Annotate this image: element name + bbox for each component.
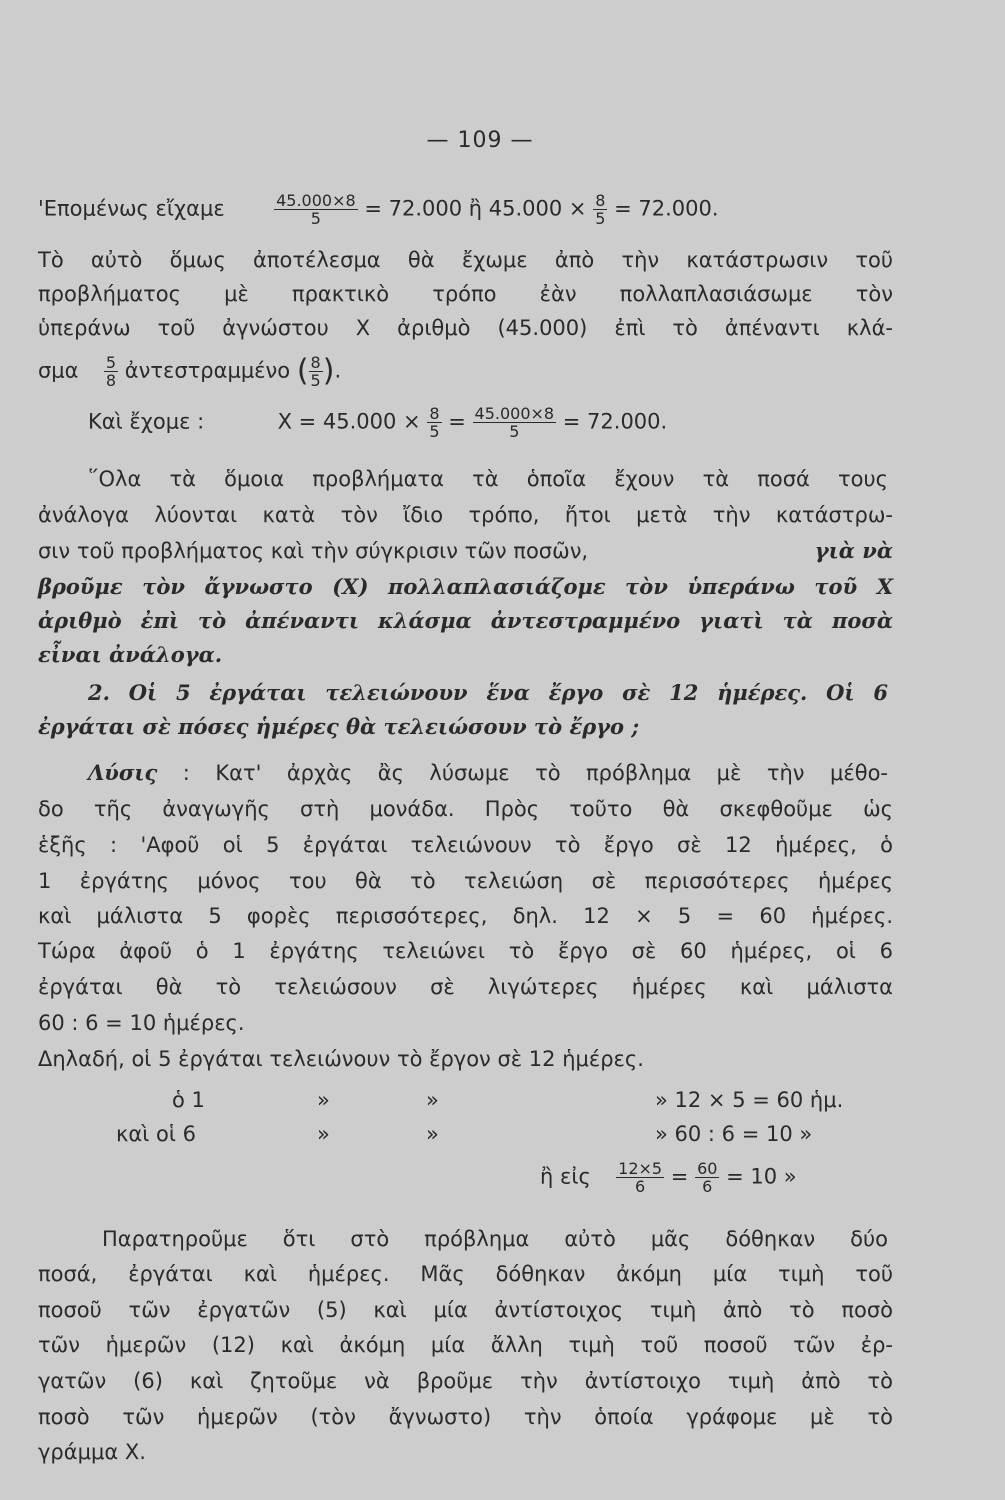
- text-line: γατῶν (6) καὶ ζητοῦμε νὰ βροῦμε τὴν ἀντίστοιχο τιμὴ ἀπὸ τὸ: [38, 1369, 893, 1393]
- text-line: ποσά, ἐργάται καὶ ἡμέρες. Μᾶς δόθηκαν ἀκόμη μία τιμὴ τοῦ: [38, 1262, 893, 1286]
- equation-line-1: [38, 192, 893, 227]
- text-line: δο τῆς ἀναγωγῆς στὴ μονάδα. Πρὸς τοῦτο θὰ σκεφθοῦμε ὡς: [38, 797, 893, 821]
- text-line: γράμμα Χ.: [38, 1440, 146, 1464]
- problem-2-line: ἐργάται σὲ πόσες ἡμέρες θὰ τελειώσουν τὸ ἔργο ;: [38, 714, 640, 739]
- text-line: ποσὸ τῶν ἡμερῶν (τὸν ἄγνωστο) τὴν ὁποία γράφομε μὲ τὸ: [38, 1405, 893, 1429]
- italic-line: βροῦμε τὸν ἄγνωστο (Χ) πολλαπλασιάζομε τὸν ὑπεράνω τοῦ Χ: [38, 574, 893, 599]
- text-line: ἀνάλογα λύονται κατὰ τὸν ἴδιο τρόπο, ἤτοι μετὰ τὴν κατάστρω-: [38, 503, 893, 527]
- text-line: 60 : 6 = 10 ἡμέρες.: [38, 1011, 245, 1035]
- equation-end: = 72.000.: [614, 196, 719, 221]
- table-cell: » 12 × 5 = 60 ἡμ.: [655, 1088, 844, 1112]
- solution-line: Λύσις : Κατ' ἀρχὰς ἂς λύσωμε τὸ πρόβλημα μὲ τὴν μέθο-: [88, 760, 888, 785]
- text-line: Τὸ αὐτὸ ὅμως ἀποτέλεσμα θὰ ἔχωμε ἀπὸ τὴν κατάστρωσιν τοῦ: [38, 248, 893, 272]
- text-line: 1 ἐργάτης μόνος του θὰ τὸ τελειώση σὲ περισσότερες ἡμέρες: [38, 869, 893, 893]
- text-line: τῶν ἡμερῶν (12) καὶ ἀκόμη μία ἄλλη τιμὴ τοῦ ποσοῦ τῶν ἐρ-: [38, 1333, 893, 1357]
- equation-line-5: σμα $\frac{5}{8}$ ἀντεστραμμένο ( $\frac{8}{5}$ ).: [38, 353, 342, 390]
- result-line: ἢ εἰς $\frac{12\times 5}{6}$ = $\frac{60}{6}$ = 10 »: [540, 1159, 797, 1196]
- fraction: $\frac{60}{6}$: [697, 1159, 718, 1196]
- fraction: $\frac{5}{8}$: [105, 353, 117, 390]
- table-cell: » 60 : 6 = 10 »: [655, 1122, 813, 1146]
- text-line: Τώρα ἀφοῦ ὁ 1 ἐργάτης τελειώνει τὸ ἔργο σὲ 60 ἡμέρες, οἱ 6: [38, 939, 893, 963]
- text-line: ὑπεράνω τοῦ ἀγνώστου Χ ἀριθμὸ (45.000) ἐπὶ τὸ ἀπέναντι κλά-: [38, 316, 893, 340]
- text-line: σιν τοῦ προβλήματος καὶ τὴν σύγκρισιν τῶν ποσῶν, γιὰ νὰ: [38, 538, 893, 563]
- equation-lead: 'Επομένως εἴχαμε: [38, 196, 225, 221]
- fraction: $\frac{8}{5}$: [595, 191, 606, 228]
- text-line: Δηλαδή, οἱ 5 ἐργάται τελειώνουν τὸ ἔργον σὲ 12 ἡμέρες.: [38, 1047, 644, 1071]
- text-line: ποσοῦ τῶν ἐργατῶν (5) καὶ μία ἀντίστοιχος τιμὴ ἀπὸ τὸ ποσὸ: [38, 1298, 893, 1322]
- table-cell: »: [426, 1088, 439, 1112]
- table-cell: ὁ 1: [172, 1088, 205, 1112]
- text-line: ἐργάται θὰ τὸ τελειώσουν σὲ λιγώτερες ἡμέρες καὶ μάλιστα: [38, 975, 893, 999]
- table-cell: »: [317, 1122, 330, 1146]
- problem-2: 2. Οἱ 5 ἐργάται τελειώνουν ἕνα ἔργο σὲ 12 ἡμέρες. Οἱ 6: [88, 680, 888, 705]
- table-cell: »: [317, 1088, 330, 1112]
- fraction: $\frac{45.000\times 8}{5}$: [474, 404, 555, 441]
- fraction: $\frac{45.000\times 8}{5}$: [276, 191, 356, 228]
- page-number: — 109 —: [426, 128, 534, 153]
- text-line: προβλήματος μὲ πρακτικὸ τρόπο ἐὰν πολλαπλασιάσωμε τὸν: [38, 282, 893, 306]
- equation-mid: = 72.000 ἢ 45.000 ×: [364, 196, 587, 221]
- text-line: Παρατηροῦμε ὅτι στὸ πρόβλημα αὐτὸ μᾶς δόθηκαν δύο: [102, 1227, 888, 1251]
- fraction: $\frac{8}{5}$: [429, 404, 440, 441]
- solution-label: Λύσις: [88, 760, 158, 785]
- fraction: $\frac{8}{5}$: [310, 353, 321, 390]
- table-cell: καὶ οἱ 6: [116, 1122, 196, 1146]
- table-cell: »: [426, 1122, 439, 1146]
- text-line: καὶ μάλιστα 5 φορὲς περισσότερες, δηλ. 12 × 5 = 60 ἡμέρες.: [38, 904, 893, 928]
- text-line: ῞Ολα τὰ ὅμοια προβλήματα τὰ ὁποῖα ἔχουν τὰ ποσά τους: [88, 467, 888, 491]
- fraction: $\frac{12\times 5}{6}$: [618, 1159, 663, 1196]
- italic-line: ἀριθμὸ ἐπὶ τὸ ἀπέναντι κλάσμα ἀντεστραμμένο γιατὶ τὰ ποσὰ: [38, 608, 893, 633]
- text-line: ἑξῆς : 'Αφοῦ οἱ 5 ἐργάται τελειώνουν τὸ ἔργο σὲ 12 ἡμέρες, ὁ: [38, 833, 893, 857]
- italic-line: εἶναι ἀνάλογα.: [38, 642, 223, 667]
- equation-line-6: Καὶ ἔχομε : Χ = 45.000 × $\frac{8}{5}$ = $\frac{45.000\times 8}{5}$ = 72.000.: [88, 404, 668, 441]
